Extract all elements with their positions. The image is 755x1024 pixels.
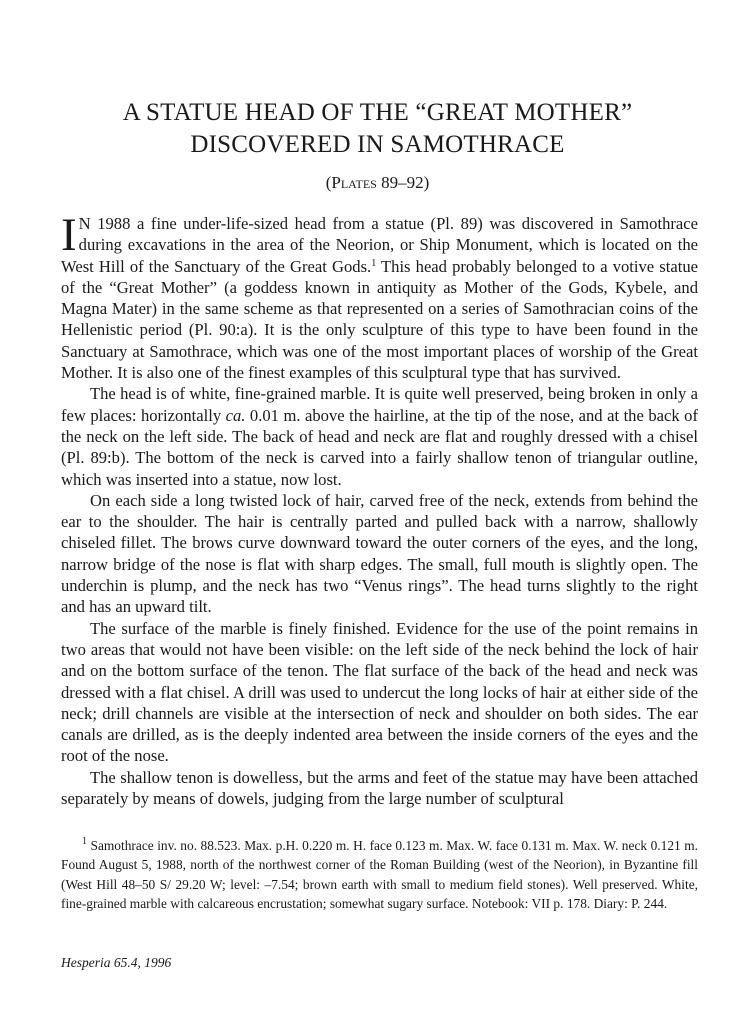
footnote-1 xyxy=(61,836,698,914)
paragraph-2-text-a: The head is of white, fine-grained marble. It is quite well preserved, being broken in only a few places: horizontally xyxy=(61,384,698,425)
footnote-1-text: Samothrace inv. no. 88.523. Max. p.H. 0.220 m. H. face 0.123 m. Max. W. face 0.131 m. Max. W. neck 0.121 m. Found August 5, 1988, north of the northwest corner of the Roman Building (west of the Neorion), in Byzantine fill (West Hill 48–50 S/ 29.20 W; level: –7.54; brown earth with small to medium field stones). Well preserved. White, fine-grained marble with calcareous encrustation; somewhat sugary surface. Notebook: VII p. 178. Diary: P. 244. xyxy=(61,838,698,912)
paragraph-1-text-a: N 1988 a fine under-life-sized head from a statue (Pl. 89) was discovered in Samothrace during excavations in the area of the Neorion, or Ship Monument, which is located on the West Hill of the Sanctuary of the Great Gods. xyxy=(61,214,698,276)
article-title-line-1: A STATUE HEAD OF THE “GREAT MOTHER” xyxy=(122,99,633,126)
paragraph-2-text-b: 0.01 m. above the hairline, at the tip of the nose, and at the back of the neck on the left side. The back of head and neck are flat and roughly dressed with a chisel (Pl. 89:b). The bottom of the neck is carved into a fairly shallow tenon of triangular outline, which was inserted into a statue, now lost. xyxy=(61,405,698,489)
journal-citation: Hesperia 65.4, 1996 xyxy=(61,955,172,970)
footnote-reference-1: 1 xyxy=(371,257,377,269)
paragraph-3: On each side a long twisted lock of hair, carved free of the neck, extends from behind the ear to the shoulder. The hair is centrally parted and pulled back with a narrow, shallowly chiseled fillet. The brows curve downward toward the outer corners of the eyes, and the long, narrow bridge of the nose is flat with sharp edges. The small, full mouth is slightly open. The underchin is plump, and the neck has two “Venus rings”. The head turns slightly to the right and has an upward tilt. xyxy=(61,490,698,617)
plates-word: Plates xyxy=(331,173,377,192)
footnote-number: 1 xyxy=(82,836,87,847)
drop-cap: I xyxy=(61,209,77,261)
paragraph-2 xyxy=(61,383,698,489)
article-body xyxy=(61,209,699,809)
paragraph-1-text-b: This head probably belonged to a votive statue of the “Great Mother” (a goddess known in antiquity as Mother of the Gods, Kybele, and Magna Mater) in the same scheme as that represented on a series of Samothracian coins of the Hellenistic period (Pl. 90:a). It is the only sculpture of this type to have been found in the Sanctuary at Samothrace, which was one of the most important places of worship of the Great Mother. It is also one of the finest examples of this sculptural type that has survived. xyxy=(61,256,699,383)
paragraph-1 xyxy=(61,209,699,383)
paragraph-2-italic: ca. xyxy=(225,405,246,425)
plates-open-paren: ( xyxy=(325,173,332,192)
paragraph-4: The surface of the marble is finely finished. Evidence for the use of the point remains in two areas that would not have been visible: on the left side of the neck behind the lock of hair and on the bottom surface of the tenon. The flat surface of the back of the head and neck was dressed with a flat chisel. A drill was used to undercut the long locks of hair at either side of the neck; drill channels are visible at the intersection of neck and shoulder on both sides. The ear canals are drilled, as is the deeply indented area between the inside corners of the eyes and the root of the nose. xyxy=(61,618,698,766)
article-title-line-2: DISCOVERED IN SAMOTHRACE xyxy=(190,131,565,158)
footnote-1-paragraph xyxy=(61,836,698,914)
paragraph-5: The shallow tenon is dowelless, but the arms and feet of the statue may have been attached separately by means of dowels, judging from the large number of sculptural xyxy=(61,767,698,809)
plates-range: 89–92) xyxy=(376,173,430,192)
plates-reference xyxy=(0,172,755,194)
